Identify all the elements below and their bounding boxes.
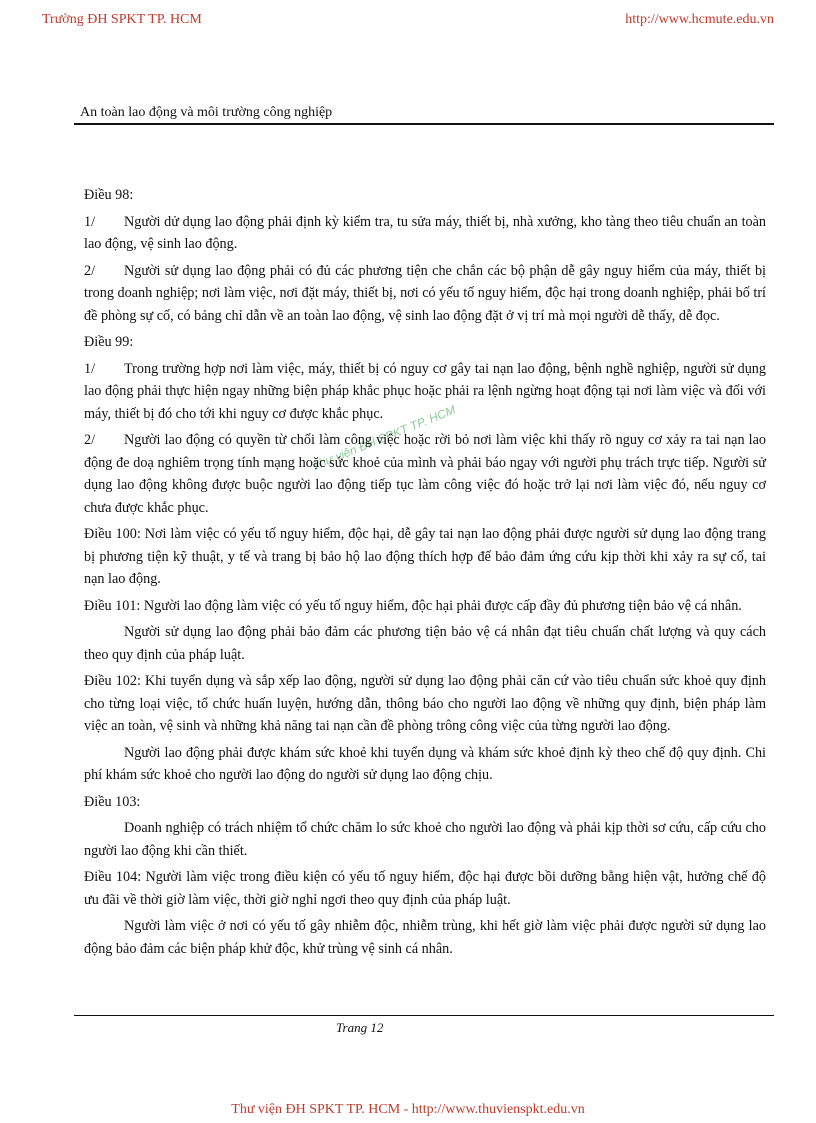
article-104: Điều 104: Người làm việc trong điều kiện có yếu tố nguy hiểm, độc hại được bồi dưỡng bằng hiện vật, hưởng chế độ ưu đãi về thời giờ làm việc, thời giờ nghỉ ngơi theo quy định của pháp luật. xyxy=(84,869,766,908)
header-divider xyxy=(74,123,774,125)
article-98-clause-2 xyxy=(84,260,766,328)
article-104-paragraph-2: Người làm việc ở nơi có yếu tố gây nhiễm độc, nhiễm trùng, khi hết giờ làm việc phải được người sử dụng lao động bảo đảm các biện pháp khử độc, khử trùng vệ sinh cá nhân. xyxy=(84,918,766,957)
clause-number: 2/ xyxy=(84,432,96,448)
article-99-clause-1 xyxy=(84,358,766,426)
footer-divider xyxy=(74,1015,774,1016)
article-98-title: Điều 98: xyxy=(84,187,134,203)
article-102: Điều 102: Khi tuyển dụng và sắp xếp lao động, người sử dụng lao động phải căn cứ vào tiêu chuẩn sức khoẻ quy định cho từng loại việc, tổ chức huấn luyện, hướng dẫn, thông báo cho người lao động về những quy định, biện pháp làm việc an toàn, vệ sinh và những khả năng tai nạn cần đề phòng trông công việc của từng người lao động. xyxy=(84,673,766,734)
article-103-paragraph-1: Doanh nghiệp có trách nhiệm tổ chức chăm lo sức khoẻ cho người lao động và phải kịp thời sơ cứu, cấp cứu cho người lao động khi cần thiết. xyxy=(84,820,766,859)
clause-number: 2/ xyxy=(84,262,96,279)
article-103-title: Điều 103: xyxy=(84,793,141,810)
clause-number: 1/ xyxy=(84,360,96,377)
article-99-clause-2 xyxy=(84,429,766,519)
school-name: Trường ĐH SPKT TP. HCM xyxy=(42,12,202,27)
clause-text: Người sử dụng lao động phải có đủ các phương tiện che chắn các bộ phận dễ gây nguy hiểm của máy, thiết bị trong doanh nghiệp; nơi làm việc, nơi đặt máy, thiết bị, nơi có yếu tố nguy hiểm, độc hại trong doanh nghiệp, phải bố trí đề phòng sự cố, có bảng chỉ dẫn về an toàn lao động, vệ sinh lao động đặt ở vị trí mà mọi người dễ thấy, dễ đọc. xyxy=(84,262,766,324)
library-link[interactable]: Thư viện ĐH SPKT TP. HCM - http://www.thuvienspkt.edu.vn xyxy=(231,1102,585,1117)
watermark: Thư viện ĐH SPKT TP. HCM xyxy=(310,402,458,473)
article-101: Điều 101: Người lao động làm việc có yếu tố nguy hiểm, độc hại phải được cấp đầy đủ phương tiện bảo vệ cá nhân. xyxy=(84,597,742,614)
clause-text: Người lao động có quyền từ chối làm công việc hoặc rời bỏ nơi làm việc khi thấy rõ nguy cơ xảy ra tai nạn lao động đe doạ nghiêm trọng tính mạng hoặc sức khoẻ của mình và phải báo ngay với người phụ trách trực tiếp. Người sử dụng lao động không được buộc người lao động tiếp tục làm công việc đó hoặc trở lại nơi làm việc đó, nếu nguy cơ chưa được khắc phục. xyxy=(84,432,766,516)
document-body xyxy=(84,184,766,964)
article-98-clause-1 xyxy=(84,211,766,256)
article-101-paragraph-2: Người sử dụng lao động phải bảo đảm các phương tiện bảo vệ cá nhân đạt tiêu chuẩn chất lượng và quy cách theo quy định của pháp luật. xyxy=(84,624,766,663)
article-102-paragraph-2: Người lao động phải được khám sức khoẻ khi tuyển dụng và khám sức khoẻ định kỳ theo chế độ quy định. Chi phí khám sức khoẻ cho người lao động do người sử dụng lao động chịu. xyxy=(84,744,766,783)
clause-number: 1/ xyxy=(84,213,96,230)
article-100: Điều 100: Nơi làm việc có yếu tố nguy hiểm, độc hại, dễ gây tai nạn lao động phải được người sử dụng lao động trang bị phương tiện kỹ thuật, y tế và trang bị bảo hộ lao động thích hợp để bảo đảm ứng cứu kịp thời khi xảy ra sự cố, tai nạn lao động. xyxy=(84,526,766,587)
page-header-title: An toàn lao động và môi trường công nghiệp xyxy=(80,105,333,120)
school-url-link[interactable]: http://www.hcmute.edu.vn xyxy=(625,12,774,27)
clause-text: Trong trường hợp nơi làm việc, máy, thiết bị có nguy cơ gây tai nạn lao động, bệnh nghề nghiệp, người sử dụng lao động phải thực hiện ngay những biện pháp khắc phục hoặc phải ra lệnh ngừng hoạt động tại nơi làm việc và đối với máy, thiết bị đó cho tới khi nguy cơ được khắc phục. xyxy=(84,360,766,422)
article-99-title: Điều 99: xyxy=(84,334,134,350)
page-number: Trang 12 xyxy=(336,1020,384,1035)
clause-text: Người dử dụng lao động phải định kỳ kiểm tra, tu sửa máy, thiết bị, nhà xưởng, kho tàng theo tiêu chuẩn an toàn lao động, vệ sinh lao động. xyxy=(84,213,766,252)
